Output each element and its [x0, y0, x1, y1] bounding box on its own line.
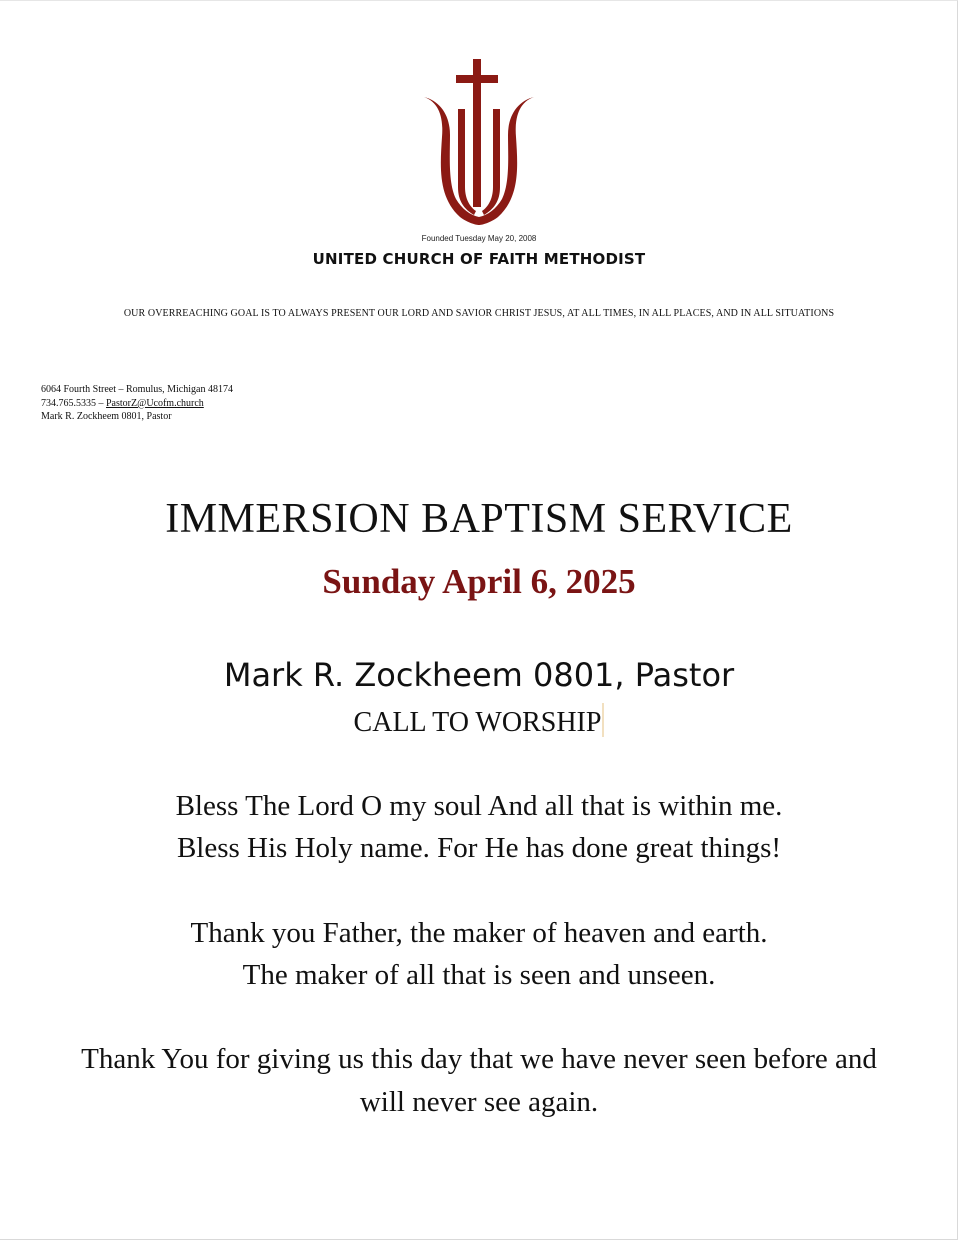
call-to-worship-label: CALL TO WORSHIP — [353, 707, 602, 738]
verse-block — [0, 785, 958, 869]
pastor-name: Mark R. Zockheem 0801, Pastor — [223, 656, 735, 694]
verse-block — [0, 912, 958, 996]
founded-date: Founded Tuesday May 20, 2008 — [421, 234, 537, 243]
verse-block — [20, 1038, 938, 1124]
mission-statement: OUR OVERREACHING GOAL IS TO ALWAYS PRESENT OUR LORD AND SAVIOR CHRIST JESUS, AT ALL TIMES, IN ALL PLACES, AND IN ALL SITUATIONS — [123, 308, 835, 319]
verse-line: Bless The Lord O my soul And all that is within me. — [175, 790, 783, 822]
verse-line: The maker of all that is seen and unseen. — [242, 959, 716, 991]
contact-block — [41, 383, 233, 424]
service-date: Sunday April 6, 2025 — [322, 562, 636, 601]
verse-line: Bless His Holy name. For He has done great things! — [176, 832, 782, 864]
cross-and-flame-logo-icon — [418, 57, 540, 233]
verse-line: will never see again. — [359, 1086, 599, 1118]
phone-email-line — [41, 397, 233, 411]
verse-line: Thank You for giving us this day that we have never seen before and — [81, 1043, 877, 1075]
church-name: UNITED CHURCH OF FAITH METHODIST — [312, 250, 646, 268]
text-cursor — [602, 703, 604, 737]
phone-number: 734.765.5335 – — [41, 397, 106, 409]
pastor-contact-line: Mark R. Zockheem 0801, Pastor — [41, 411, 172, 422]
verse-line: Thank you Father, the maker of heaven and earth. — [190, 917, 768, 949]
email-link[interactable]: PastorZ@Ucofm.church — [106, 397, 204, 409]
street-address: 6064 Fourth Street – Romulus, Michigan 48174 — [41, 384, 233, 395]
call-to-worship-heading[interactable] — [0, 703, 958, 739]
service-title: IMMERSION BAPTISM SERVICE — [165, 496, 793, 542]
